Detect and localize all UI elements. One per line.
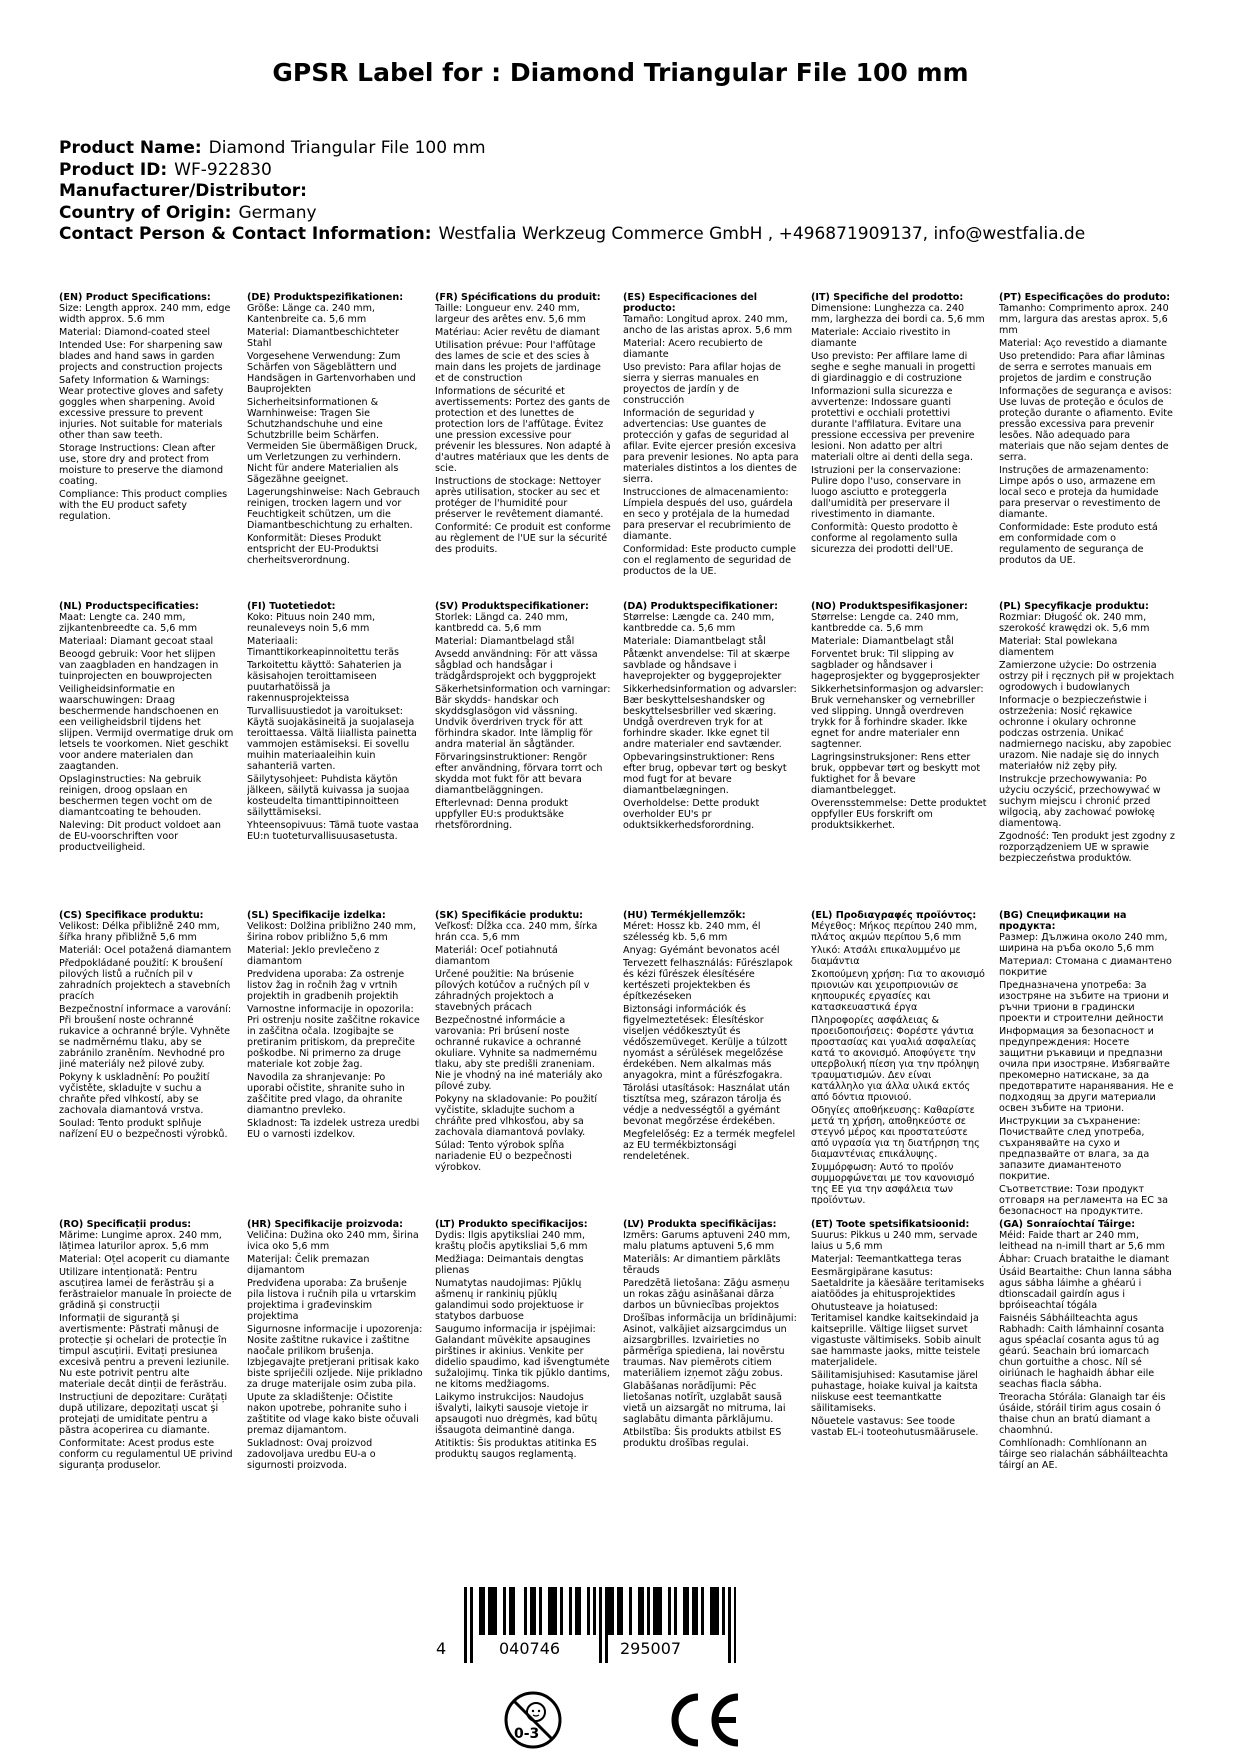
section-heading: (EL) Προδιαγραφές προϊόντος: (811, 910, 977, 921)
section-paragraph: Maat: Lengte ca. 240 mm, zijkantenbreedte ca. 5,6 mm (59, 612, 198, 634)
section-paragraph: Uso pretendido: Para afiar lâminas de serra e serrotes manuais em projetos de jardim e construção (999, 351, 1165, 384)
section-paragraph: Υλικό: Ατσάλι επικαλυμμένο με διαμάντια (811, 945, 961, 967)
section-paragraph: Súlad: Tento výrobok spĺňa nariadenie EÚ o bezpečnosti výrobkov. (435, 1140, 572, 1173)
section-paragraph: Storage Instructions: Clean after use, store dry and protect from moisture to preserve the diamond coating. (59, 443, 224, 487)
language-section (435, 601, 623, 910)
section-paragraph: Utilisation prévue: Pour l'affûtage des lames de scie et des scies à main dans les projets de jardinage et de construction (435, 340, 601, 384)
section-paragraph: Materiál: Oceľ potiahnutá diamantom (435, 945, 558, 967)
section-paragraph: Dimensione: Lunghezza ca. 240 mm, larghezza dei bordi ca. 5,6 mm (811, 303, 985, 325)
info-label: Product ID: (59, 159, 168, 180)
section-heading: (SL) Specifikacije izdelka: (247, 910, 386, 921)
section-paragraph: Velikost: Délka přibližně 240 mm, šířka hrany přibližně 5,6 mm (59, 921, 220, 943)
section-paragraph: Materiał: Stal powlekana diamentem (999, 636, 1118, 658)
section-paragraph: Información de seguridad y advertencias: Use guantes de protección y gafas de seguridad al afilar. Evite ejercer presión excesiva para prevenir lesiones. No apta para materiales distintos a los dientes de sierra. (623, 408, 799, 485)
section-heading: (ES) Especificaciones del producto: (623, 292, 758, 314)
language-section (811, 292, 999, 601)
section-row (59, 1219, 1189, 1519)
section-heading: (FI) Tuotetiedot: (247, 601, 336, 612)
language-section (811, 1219, 999, 1519)
section-paragraph: Sikkerhetsinformasjon og advarsler: Bruk vernehansker og vernebriller ved slipping. Unngå overdreven trykk for å forhindre skader. Ikke egnet for andre materialer enn sagtenner. (811, 684, 984, 750)
section-heading: (HR) Specifikacije proizvoda: (247, 1219, 403, 1230)
section-paragraph: Material: Oțel acoperit cu diamante (59, 1254, 230, 1265)
section-paragraph: Suurus: Pikkus u 240 mm, servade laius u 5,6 mm (811, 1230, 978, 1252)
section-paragraph: Informazioni sulla sicurezza e avvertenze: Indossare guanti protettivi e occhiali protettivi durante l'affilatura. Evitare una pressione eccessiva per prevenire lesioni. Non adatto per altri materiali oltre ai denti della sega. (811, 386, 975, 463)
section-paragraph: Предназначена употреба: За изостряне на зъбите на триони и ръчни триони в градински проекти и строителни дейности (999, 980, 1169, 1024)
section-paragraph: Glabāšanas norādījumi: Pēc lietošanas notīrīt, uzglabāt sausā vietā un aizsargāt no mitruma, lai saglabātu dimanta pārklājumu. (623, 1381, 786, 1425)
section-paragraph: Medžiaga: Deimantais dengtas plienas (435, 1254, 584, 1276)
section-paragraph: Numatytas naudojimas: Pjūklų ašmenų ir rankinių pjūklų galandimui sodo projektuose ir statybos darbuose (435, 1278, 584, 1322)
section-paragraph: Material: Diamantbeschichteter Stahl (247, 327, 399, 349)
language-section (247, 910, 435, 1219)
section-paragraph: Uso previsto: Per affilare lame di seghe e seghe manuali in progetti di giardinaggio e di costruzione (811, 351, 976, 384)
section-paragraph: Compliance: This product complies with the EU product safety regulation. (59, 489, 228, 522)
section-heading: (NL) Productspecificaties: (59, 601, 199, 612)
section-paragraph: Sikkerhedsinformation og advarsler: Bær beskyttelseshandsker og beskyttelsesbriller ved skæring. Undgå overdreven tryk for at forhindre skader. Ikke egnet til andre materialer end savtænder. (623, 684, 797, 750)
section-paragraph: Koko: Pituus noin 240 mm, reunaleveys noin 5,6 mm (247, 612, 376, 634)
section-heading: (HU) Termékjellemzők: (623, 910, 746, 921)
section-paragraph: Treoracha Stórála: Glanaigh tar éis úsáide, stóráil tirim agus cosain ó thaise chun an bratú diamant a chaomhnú. (999, 1392, 1166, 1436)
section-paragraph: Säkerhetsinformation och varningar: Bär skydds- handskar och skyddsglasögon vid vässning. Undvik överdriven tryck för att förhindra skador. Inte lämplig för andra material än sågtänder. (435, 684, 611, 750)
section-paragraph: Material: Diamond-coated steel (59, 327, 211, 338)
page-title: GPSR Label for : Diamond Triangular File 100 mm (272, 58, 969, 87)
product-info (59, 138, 1189, 246)
barcode-bars (436, 1587, 736, 1667)
info-value: Diamond Triangular File 100 mm (208, 138, 486, 158)
language-section (623, 1219, 811, 1519)
section-paragraph: Soulad: Tento produkt splňuje nařízení EU o bezpečnosti výrobků. (59, 1118, 228, 1140)
section-paragraph: Materiál: Ocel potažená diamantem (59, 945, 232, 956)
language-section (999, 1219, 1187, 1519)
section-paragraph: Drošības informācija un brīdinājumi: Asinot, valkājiet aizsargcimdus un aizsargbrilles. Izvairieties no pārmērīga spiediena, lai novērstu traumas. Nav piemērots citiem materiāliem izņemot zāģu zobus. (623, 1313, 797, 1379)
barcode-left-digits: 040746 (499, 1639, 561, 1658)
section-paragraph: Yhteensopivuus: Tämä tuote vastaa EU:n tuoteturvallisuusasetusta. (247, 820, 419, 842)
section-paragraph: Размер: Дължина около 240 mm, ширина на ръба около 5,6 mm (999, 932, 1168, 954)
section-paragraph: Veiligheidsinformatie en waarschuwingen: Draag beschermende handschoenen en een veiligheidsbril tijdens het slijpen. Vermijd overmatige druk om letsels te voorkomen. Niet geschikt voor andere materialen dan zaagtanden. (59, 684, 234, 772)
section-paragraph: Navodila za shranjevanje: Po uporabi očistite, shranite suho in zaščitite pred vlago, da ohranite diamantno prevleko. (247, 1072, 405, 1116)
language-section (435, 1219, 623, 1519)
manufacturer-row (59, 181, 1189, 203)
info-label: Country of Origin: (59, 202, 232, 223)
info-label: Product Name: (59, 138, 202, 158)
language-sections-grid (59, 292, 1189, 1519)
section-paragraph: Utilizare intenționată: Pentru ascuțirea lamei de ferăstrău și a ferăstraielor manuale în proiecte de grădină și construcții (59, 1267, 232, 1311)
section-paragraph: Overholdelse: Dette produkt overholder EU's pr oduktsikkerhedsforordning. (623, 798, 760, 831)
section-paragraph: Informações de segurança e avisos: Use luvas de proteção e óculos de proteção durante o afiamento. Evite pressão excessiva para prevenir lesões. Não adequado para materiais que não sejam dentes de serra. (999, 386, 1173, 463)
section-paragraph: Instrucciones de almacenamiento: Límpiela después del uso, guárdela en seco y protéjala de la humedad para preservar el recubrimiento de diamante. (623, 487, 793, 542)
section-paragraph: Material: Acero recubierto de diamante (623, 338, 763, 360)
section-paragraph: Overensstemmelse: Dette produktet oppfyller EUs forskrift om produktsikkerhet. (811, 798, 987, 831)
contact-row (59, 224, 1189, 246)
section-paragraph: Forventet bruk: Til slipping av sagblader og håndsaver i hageprosjekter og byggeprosjekter (811, 649, 980, 682)
section-paragraph: Naleving: Dit product voldoet aan de EU-voorschriften voor productveiligheid. (59, 820, 221, 853)
section-heading: (FR) Spécifications du produit: (435, 292, 601, 303)
section-heading: (GA) Sonraíochtaí Táirge: (999, 1219, 1136, 1230)
section-paragraph: Informations de sécurité et avertissements: Portez des gants de protection et des lunettes de protection lors de l'affûtage. Évitez une pression excessive pour prévenir les blessures. Non adapté à d'autres matériaux que les dents de scie. (435, 386, 611, 474)
product-id-row (59, 160, 1189, 182)
section-paragraph: Størrelse: Lengde ca. 240 mm, kantbredde ca. 5,6 mm (811, 612, 959, 634)
section-heading: (BG) Спецификации на продукта: (999, 910, 1127, 932)
section-paragraph: Paredzētā lietošana: Zāģu asmeņu un rokas zāģu asināšanai dārza darbos un būvniecības projektos (623, 1278, 790, 1311)
language-section (435, 910, 623, 1219)
section-paragraph: Συμμόρφωση: Αυτό το προϊόν συμμορφώνεται με τον κανονισμό της ΕΕ για την ασφάλεια των προϊόντων. (811, 1162, 975, 1206)
language-section (999, 292, 1187, 601)
section-paragraph: Taille: Longueur env. 240 mm, largeur des arêtes env. 5,6 mm (435, 303, 586, 325)
section-paragraph: Tamanho: Comprimento aprox. 240 mm, largura das arestas aprox. 5,6 mm (999, 303, 1169, 336)
section-paragraph: Size: Length approx. 240 mm, edge width approx. 5.6 mm (59, 303, 231, 325)
section-paragraph: Informacje o bezpieczeństwie i ostrzeżenia: Nosić rękawice ochronne i okulary ochronne podczas ostrzenia. Unikać nadmiernego nacisku, aby zapobiec urazom. Nie nadaje się do innych materiałów niż zęby piły. (999, 695, 1172, 772)
section-heading: (NO) Produktspesifikasjoner: (811, 601, 968, 612)
section-paragraph: Conformidade: Este produto está em conformidade com o regulamento de segurança de produtos da UE. (999, 522, 1158, 566)
language-section (623, 292, 811, 601)
section-paragraph: Lagringsinstruksjoner: Rens etter bruk, oppbevar tørt og beskytt mot fuktighet for å bevare diamantbelegget. (811, 752, 981, 796)
section-paragraph: Veličina: Dužina oko 240 mm, širina ivica oko 5,6 mm (247, 1230, 419, 1252)
section-heading: (DE) Produktspezifikationen: (247, 292, 404, 303)
section-paragraph: Lagerungshinweise: Nach Gebrauch reinigen, trocken lagern und vor Feuchtigkeit schützen, um die Diamantbeschichtung zu erhalten. (247, 487, 420, 531)
section-paragraph: Anyag: Gyémánt bevonatos acél (623, 945, 780, 956)
section-paragraph: Zamierzone użycie: Do ostrzenia ostrzy pił i ręcznych pił w projektach ogrodowych i budowlanych (999, 660, 1175, 693)
section-paragraph: Istruzioni per la conservazione: Pulire dopo l'uso, conservare in luogo asciutto e proteggerla dall'umidità per preservare il rivestimento in diamante. (811, 465, 962, 520)
section-paragraph: Материал: Стомана с диамантено покритие (999, 956, 1172, 978)
language-section (999, 910, 1187, 1219)
section-paragraph: Größe: Länge ca. 240 mm, Kantenbreite ca. 5,6 mm (247, 303, 375, 325)
language-section (59, 1219, 247, 1519)
section-paragraph: Material: Jeklo prevlečeno z diamantom (247, 945, 380, 967)
section-paragraph: Laikymo instrukcijos: Naudojus išvalyti, laikyti sausoje vietoje ir apsaugoti nuo drėgmės, kad būtų išsaugota deimantinė danga. (435, 1392, 598, 1436)
section-paragraph: Conformitate: Acest produs este conform cu regulamentul UE privind siguranța produselor. (59, 1438, 233, 1471)
section-paragraph: Tárolási utasítások: Használat után tisztítsa meg, szárazon tárolja és védje a nedvességtől a gyémánt bevonat megőrzése érdekében. (623, 1083, 790, 1127)
section-heading: (DA) Produktspecifikationer: (623, 601, 778, 612)
section-paragraph: Sicherheitsinformationen & Warnhinweise: Tragen Sie Schutzhandschuhe und eine Schutzbrille beim Schärfen. Vermeiden Sie übermäßigen Druck, um Verletzungen zu verhindern. Nicht für andere Materialien als Sägezähne geeignet. (247, 397, 418, 485)
language-section (59, 910, 247, 1219)
section-heading: (SK) Špecifikácie produktu: (435, 910, 584, 921)
section-heading: (PL) Specyfikacje produktu: (999, 601, 1149, 612)
section-paragraph: Storlek: Längd ca. 240 mm, kantbredd ca. 5,6 mm (435, 612, 568, 634)
language-section (435, 292, 623, 601)
language-section (999, 601, 1187, 910)
info-value: Westfalia Werkzeug Commerce GmbH , +496871909137, info@westfalia.de (438, 224, 1086, 244)
section-paragraph: Opbevaringsinstruktioner: Rens efter brug, opbevar tørt og beskyt mod fugt for at bevare diamantbelægningen. (623, 752, 787, 796)
section-paragraph: Tervezett felhasználás: Fűrészlapok és kézi fűrészek élesítésére kertészeti projektekben és építkezéseken (623, 958, 793, 1002)
section-paragraph: Konformität: Dieses Produkt entspricht der EU-Produktsi cherheitsverordnung. (247, 533, 382, 566)
section-paragraph: Materiale: Acciaio rivestito in diamante (811, 327, 951, 349)
section-heading: (EN) Product Specifications: (59, 292, 211, 303)
section-paragraph: Faisnéis Sábháilteachta agus Rabhadh: Caith lámhainní cosanta agus spéaclaí cosanta agus tú ag géarú. Seachain brú iomarcach chun gortuithe a chosc. Níl sé oiriúnach le haghaidh ábhar eile seachas fiacla sábha. (999, 1313, 1165, 1390)
section-paragraph: Veľkosť: Dĺžka cca. 240 mm, šírka hrán cca. 5,6 mm (435, 921, 598, 943)
section-paragraph: Megfelelőség: Ez a termék megfelel az EU termékbiztonsági rendeletének. (623, 1129, 796, 1162)
section-paragraph: Vorgesehene Verwendung: Zum Schärfen von Sägeblättern und Handsägen in Gartenvorhaben und Bauprojekten (247, 351, 416, 395)
section-row (59, 910, 1189, 1219)
section-paragraph: Sigurnosne informacije i upozorenja: Nosite zaštitne rukavice i zaštitne naočale prilikom brušenja. Izbjegavajte pretjerani pritisak kako biste spriječili ozljede. Nije prikladno za druge materijale osim zuba pila. (247, 1324, 423, 1390)
section-paragraph: Instructions de stockage: Nettoyer après utilisation, stocker au sec et protéger de l'humidité pour préserver le revêtement diamanté. (435, 476, 604, 520)
section-paragraph: Sukladnost: Ovaj proizvod zadovoljava uredbu EU-a o sigurnosti proizvoda. (247, 1438, 376, 1471)
section-paragraph: Material: Diamantbelagd stål (435, 636, 575, 647)
section-heading: (LT) Produkto specifikacijos: (435, 1219, 588, 1230)
section-row (59, 601, 1189, 910)
section-paragraph: Pokyny na skladovanie: Po použití vyčistite, skladujte suchom a chráňte pred vlhkosťou, aby sa zachovala diamantová povlaky. (435, 1094, 598, 1138)
section-paragraph: Μέγεθος: Μήκος περίπου 240 mm, πλάτος ακμών περίπου 5,6 mm (811, 921, 978, 943)
section-paragraph: Σκοπούμενη χρήση: Για το ακονισμό πριονιών και χειροπριονιών σε κηπουρικές εργασίες και κατασκευαστικά έργα (811, 969, 985, 1013)
section-paragraph: Predviđena uporaba: Za brušenje pila listova i ručnih pila u vrtarskim projektima i građevinskim projektima (247, 1278, 417, 1322)
section-paragraph: Materiale: Diamantbelagt stål (623, 636, 766, 647)
section-paragraph: Πληροφορίες ασφάλειας & προειδοποιήσεις: Φορέστε γάντια προστασίας και γυαλιά ασφαλείας κατά το ακονισμό. Αποφύγετε την υπερβολική πίεση για την πρόληψη τραυματισμών. Δεν είναι κατάλληλο για άλλα υλικά εκτός από δόντια πριονιού. (811, 1015, 980, 1103)
section-paragraph: Varnostne informacije in opozorila: Pri ostrenju nosite zaščitne rokavice in zaščitna očala. Izogibajte se pretiranim pritiskom, da preprečite poškodbe. Ni primerno za druge materiale kot zobje žag. (247, 1004, 420, 1070)
country-row (59, 203, 1189, 225)
section-paragraph: Méid: Faide thart ar 240 mm, leithead na n-imill thart ar 5,6 mm (999, 1230, 1165, 1252)
barcode-right-digits: 295007 (620, 1639, 682, 1658)
section-paragraph: Uso previsto: Para afilar hojas de sierra y sierras manuales en proyectos de jardín y de construcción (623, 362, 782, 406)
section-paragraph: Conformidad: Este producto cumple con el reglamento de seguridad de productos de la UE. (623, 544, 796, 577)
section-paragraph: Avsedd användning: För att vässa sågblad och handsågar i trädgårdsprojekt och byggprojekt (435, 649, 598, 682)
section-paragraph: Upute za skladištenje: Očistite nakon upotrebe, pohranite suho i zaštitite od vlage kako biste očuvali premaz dijamantom. (247, 1392, 419, 1436)
section-heading: (RO) Specificații produs: (59, 1219, 192, 1230)
section-paragraph: Materijal: Čelik premazan dijamantom (247, 1254, 370, 1276)
section-paragraph: Информация за безопасност и предупреждения: Носете защитни ръкавици и предпазни очила при изостряне. Избягвайте прекомерно натискане, за да предотвратите наранявания. Не е подходящ за други материали освен зъбите на триони. (999, 1026, 1174, 1114)
section-paragraph: Rozmiar: Długość ok. 240 mm, szerokość krawędzi ok. 5,6 mm (999, 612, 1150, 634)
section-paragraph: Instrucțiuni de depozitare: Curățați după utilizare, depozitați uscat și protejați de umiditate pentru a păstra acoperirea cu diamante. (59, 1392, 228, 1436)
section-paragraph: Förvaringsinstruktioner: Rengör efter användning, förvara torrt och skydda mot fukt för att bevara diamantbeläggningen. (435, 752, 603, 796)
section-paragraph: Matériau: Acier revêtu de diamant (435, 327, 600, 338)
section-paragraph: Atbilstība: Šis produkts atbilst ES produktu drošības regulai. (623, 1427, 782, 1449)
section-paragraph: Materjal: Teemantkattega teras (811, 1254, 962, 1265)
section-paragraph: Comhlíonadh: Comhlíonann an táirge seo rialachán sábháilteachta táirgí an AE. (999, 1438, 1169, 1471)
section-paragraph: Méret: Hossz kb. 240 mm, él szélesség kb. 5,6 mm (623, 921, 761, 943)
language-section (59, 601, 247, 910)
section-paragraph: Инструкции за съхранение: Почиствайте след употреба, съхранявайте на сухо и предпазвайте от влага, за да запазите диамантеното покритие. (999, 1116, 1150, 1182)
section-heading: (PT) Especificações do produto: (999, 292, 1171, 303)
section-paragraph: Atitiktis: Šis produktas atitinka ES produktų saugos reglamentą. (435, 1438, 597, 1460)
section-paragraph: Tarkoitettu käyttö: Sahaterien ja käsisahojen teroittamiseen puutarhatöissä ja rakennusprojekteissa (247, 660, 402, 704)
language-section (623, 910, 811, 1219)
section-paragraph: Conformité: Ce produit est conforme au règlement de l'UE sur la sécurité des produits. (435, 522, 611, 555)
section-paragraph: Materiale: Diamantbelagt stål (811, 636, 954, 647)
section-paragraph: Eesmärgipärane kasutus: Saetaldrite ja käesääre teritamiseks aiatöödes ja ehitusprojektides (811, 1267, 985, 1300)
section-paragraph: Instrukcje przechowywania: Po użyciu oczyścić, przechowywać w suchym miejscu i chronić przed wilgocią, aby zachować powłokę diamentową. (999, 774, 1161, 829)
language-section (623, 601, 811, 910)
section-paragraph: Úsáid Beartaithe: Chun lanna sábha agus sábha láimhe a ghéarú i dtionscadail gairdín agus i bpróiseachtaí tógála (999, 1267, 1172, 1311)
section-paragraph: Instruções de armazenamento: Limpe após o uso, armazene em local seco e proteja da humidade para preservar o revestimento de diamante. (999, 465, 1161, 520)
age-restriction-0-3-icon (503, 1690, 563, 1750)
section-paragraph: Materiaal: Diamant gecoat staal (59, 636, 214, 647)
section-paragraph: Dydis: Ilgis apytiksliai 240 mm, kraštų pločis apytiksliai 5,6 mm (435, 1230, 588, 1252)
section-paragraph: Intended Use: For sharpening saw blades and hand saws in garden projects and construction projects (59, 340, 223, 373)
section-paragraph: Zgodność: Ten produkt jest zgodny z rozporządzeniem UE w sprawie bezpieczeństwa produktów. (999, 831, 1175, 864)
section-paragraph: Påtænkt anvendelse: Til at skærpe savblade og håndsave i haveprojekter og byggeprojekter (623, 649, 790, 682)
section-paragraph: Ohutusteave ja hoiatused: Teritamisel kandke kaitsekindaid ja kaitseprille. Vältige liigset survet vigastuste vältimiseks. Sobib ainult sae hammaste jaoks, mitte teistele materjalidele. (811, 1302, 982, 1368)
section-paragraph: Skladnost: Ta izdelek ustreza uredbi EU o varnosti izdelkov. (247, 1118, 420, 1140)
section-paragraph: Οδηγίες αποθήκευσης: Καθαρίστε μετά τη χρήση, αποθηκεύστε σε στεγνό μέρος και προστατεύστε από υγρασία για τη διατήρηση της διαμαντένιας επικάλυψης. (811, 1105, 980, 1160)
section-paragraph: Nõuetele vastavus: See toode vastab EL-i tooteohutusmäärusele. (811, 1416, 979, 1438)
section-heading: (IT) Specifiche del prodotto: (811, 292, 964, 303)
section-paragraph: Velikost: Dolžina približno 240 mm, širina robov približno 5,6 mm (247, 921, 417, 943)
section-paragraph: Predvidena uporaba: Za ostrenje listov žag in ročnih žag v vrtnih projektih in gradbenih projektih (247, 969, 405, 1002)
section-paragraph: Bezpečnostné informácie a varovania: Pri brúsení noste ochranné rukavice a ochranné okuliare. Vyhnite sa nadmernému tlaku, aby ste predišli zraneniam. Nie je vhodný na iné materiály ako pílové zuby. (435, 1015, 603, 1092)
section-paragraph: Saugumo informacija ir įspėjimai: Galandant mūvėkite apsaugines pirštines ir akinius. Venkite per didelio spaudimo, kad išvengtumėte sužalojimų. Tinka tik pjūklo dantims, ne kitoms medžiagoms. (435, 1324, 610, 1390)
language-section (811, 601, 999, 910)
section-paragraph: Safety Information & Warnings: Wear protective gloves and safety goggles when sharpening. Avoid excessive pressure to prevent injuries. Not suitable for materials other than saw teeth. (59, 375, 224, 441)
info-label: Contact Person & Contact Information: (59, 224, 432, 244)
section-heading: (LV) Produkta specifikācijas: (623, 1219, 777, 1230)
section-paragraph: Izmērs: Garums aptuveni 240 mm, malu platums aptuveni 5,6 mm (623, 1230, 791, 1252)
section-heading: (CS) Specifikace produktu: (59, 910, 204, 921)
barcode-lead-digit: 4 (436, 1639, 447, 1658)
language-section (247, 1219, 435, 1519)
section-paragraph: Säilytysohjeet: Puhdista käytön jälkeen, säilytä kuivassa ja suojaa kosteudelta timanttipinnoitteen säilyttämiseksi. (247, 774, 410, 818)
info-value: WF-922830 (174, 159, 272, 180)
language-section (59, 292, 247, 601)
section-row (59, 292, 1189, 601)
product-name-row (59, 138, 1189, 160)
section-paragraph: Informații de siguranță și avertismente: Păstrați mânuși de protecție și ochelari de protecție în timpul ascuțirii. Evitați presiunea excesivă pentru a preveni leziunile. Nu este potrivit pentru alte materiale decât dinții de ferăstrău. (59, 1313, 230, 1390)
section-paragraph: Säilitamisjuhised: Kasutamise järel puhastage, hoiake kuival ja kaitsta niiskuse eest teemantkatte säilitamiseks. (811, 1370, 978, 1414)
section-paragraph: Material: Aço revestido a diamante (999, 338, 1168, 349)
section-heading: (SV) Produktspecifikationer: (435, 601, 589, 612)
info-value: Germany (238, 202, 317, 223)
info-label: Manufacturer/Distributor: (59, 181, 307, 201)
language-section (811, 910, 999, 1219)
section-paragraph: Mărime: Lungime aprox. 240 mm, lățimea laturilor aprox. 5,6 mm (59, 1230, 222, 1252)
section-paragraph: Størrelse: Længde ca. 240 mm, kantbredde ca. 5,6 mm (623, 612, 775, 634)
language-section (247, 292, 435, 601)
section-paragraph: Opslaginstructies: Na gebruik reinigen, droog opslaan en beschermen tegen vocht om de diamantcoating te behouden. (59, 774, 213, 818)
barcode (436, 1587, 736, 1667)
section-paragraph: Materiaali: Timanttikorkeapinnoitettu teräs (247, 636, 400, 658)
ce-mark-icon (664, 1692, 744, 1748)
section-paragraph: Turvallisuustiedot ja varoitukset: Käytä suojakäsineitä ja suojalaseja teroittaessa. Vältä liiallista painetta vammojen estämiseksi. Ei sovellu muihin materiaaleihin kuin sahanteriä varten. (247, 706, 417, 772)
section-paragraph: Conformità: Questo prodotto è conforme al regolamento sulla sicurezza dei prodotti dell'UE. (811, 522, 958, 555)
section-paragraph: Pokyny k uskladnění: Po použití vyčistěte, skladujte v suchu a chraňte před vlhkostí, aby se zachovala diamantová vrstva. (59, 1072, 210, 1116)
section-paragraph: Biztonsági információk és figyelmeztetések: Élesítéskor viseljen védőkesztyűt és védőszemüveget. Kerülje a túlzott nyomást a sérülések megelőzése érdekében. Nem alkalmas más anyagokra, mint a fűrészfogakra. (623, 1004, 788, 1081)
section-paragraph: Efterlevnad: Denna produkt uppfyller EU:s produktsäke rhetsförordning. (435, 798, 569, 831)
section-paragraph: Съответствие: Този продукт отговаря на регламента на ЕС за безопасност на продуктите. (999, 1184, 1168, 1217)
section-paragraph: Určené použitie: Na brúsenie pílových kotúčov a ručných píl v záhradných projektoch a stavebných prácach (435, 969, 590, 1013)
section-paragraph: Tamaño: Longitud aprox. 240 mm, ancho de las aristas aprox. 5,6 mm (623, 314, 793, 336)
svg-text:0-3: 0-3 (514, 1726, 540, 1742)
section-paragraph: Beoogd gebruik: Voor het slijpen van zaagbladen en handzagen in tuinprojecten en bouwprojecten (59, 649, 219, 682)
section-paragraph: Předpokládané použití: K broušení pilových listů a ručních pil v zahradních projektech a stavebních pracích (59, 958, 231, 1002)
section-paragraph: Bezpečnostní informace a varování: Při broušení noste ochranné rukavice a ochranné brýle. Vyhněte se nadměrnému tlaku, aby se zabránilo zraněním. Nevhodné pro jiné materiály než pilové zuby. (59, 1004, 232, 1070)
language-section (247, 601, 435, 910)
section-paragraph: Materiāls: Ar dimantiem pārklāts tērauds (623, 1254, 781, 1276)
section-paragraph: Ábhar: Cruach brataithe le diamant (999, 1254, 1170, 1265)
section-heading: (ET) Toote spetsifikatsioonid: (811, 1219, 970, 1230)
